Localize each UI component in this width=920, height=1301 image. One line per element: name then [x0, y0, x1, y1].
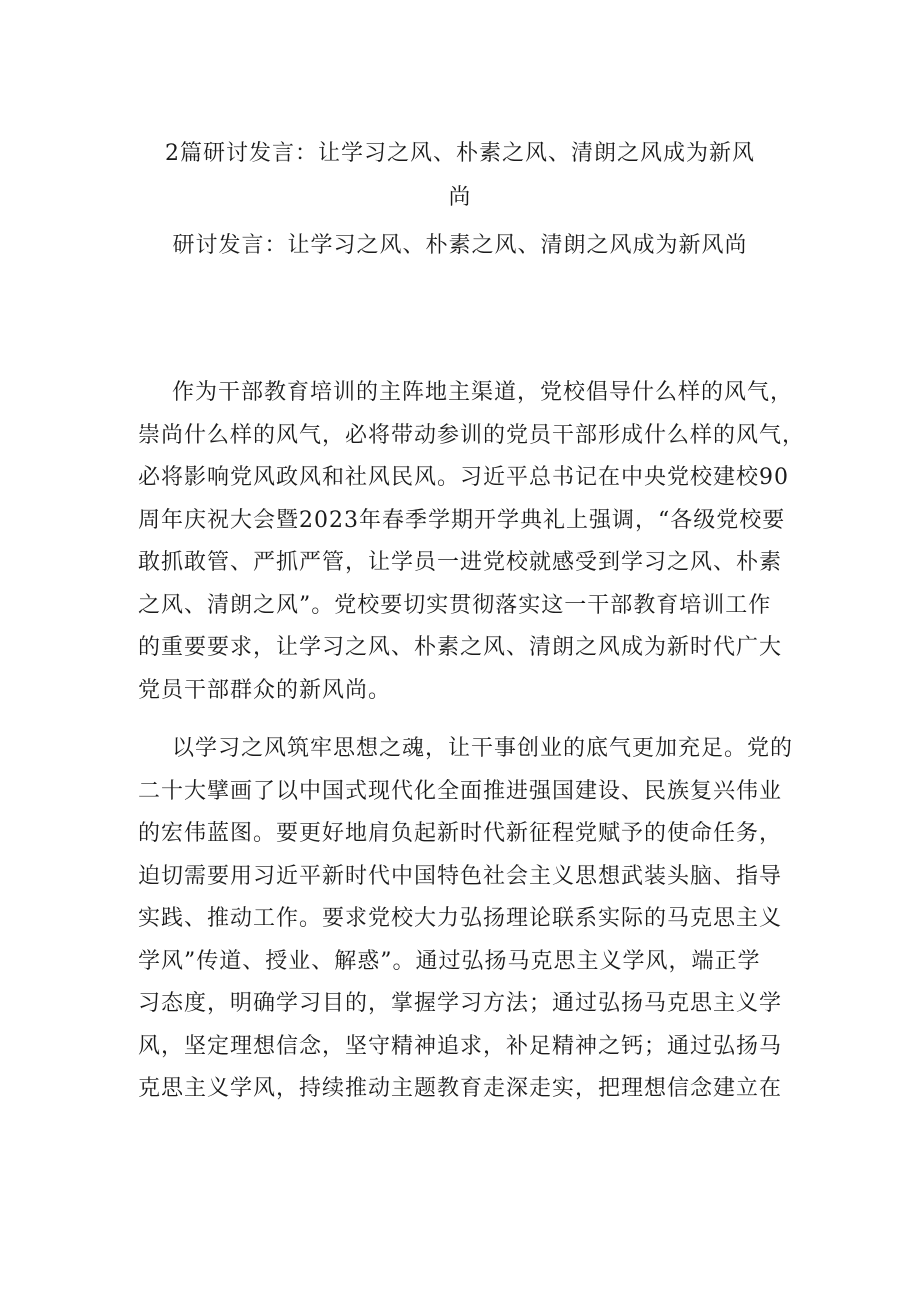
- paragraph-line: 党员干部群众的新风尚。: [138, 677, 392, 703]
- paragraph-line: 必将影响党风政风和社风民风。习近平总书记在中央党校建校90: [138, 465, 789, 490]
- document-subtitle: 研讨发言：让学习之风、朴素之风、清朗之风成为新风尚: [172, 233, 748, 258]
- paragraph-line: 敢抓敢管、严抓严管，让学员一进党校就感受到学习之风、朴素: [138, 550, 783, 575]
- paragraph: [138, 728, 798, 1111]
- paragraph: [138, 372, 806, 712]
- paragraph-line: 迫切需要用习近平新时代中国特色社会主义思想武装头脑、指导: [138, 863, 783, 889]
- paragraph-line: 以学习之风筑牢思想之魂，让干事创业的底气更加充足。党的: [172, 736, 794, 761]
- paragraph-line: 周年庆祝大会暨2023年春季学期开学典礼上强调，“各级党校要: [138, 507, 786, 533]
- paragraph-line: 之风、清朗之风”。党校要切实贯彻落实这一干部教育培训工作: [138, 592, 772, 618]
- document-body: [138, 372, 806, 1127]
- paragraph-line: 的宏伟蓝图。要更好地肩负起新时代新征程党赋予的使命任务，: [138, 821, 783, 846]
- paragraph-line: 风，坚定理想信念，坚守精神追求，补足精神之钙；通过弘扬马: [138, 1033, 783, 1059]
- paragraph-line: 二十大擘画了以中国式现代化全面推进强国建设、民族复兴伟业: [138, 778, 783, 804]
- document-title: [150, 132, 770, 220]
- paragraph-line: 实践、推动工作。要求党校大力弘扬理论联系实际的马克思主义: [138, 906, 783, 931]
- paragraph-line: 的重要要求，让学习之风、朴素之风、清朗之风成为新时代广大: [138, 635, 783, 660]
- title-line: 尚: [448, 185, 472, 210]
- title-line: 2篇研讨发言：让学习之风、朴素之风、清朗之风成为新风: [165, 141, 755, 166]
- paragraph-line: 崇尚什么样的风气，必将带动参训的党员干部形成什么样的风气，: [138, 422, 806, 448]
- paragraph-line: 克思主义学风，持续推动主题教育走深走实，把理想信念建立在: [138, 1076, 783, 1101]
- paragraph-line: 作为干部教育培训的主阵地主渠道，党校倡导什么样的风气，: [172, 380, 794, 405]
- paragraph-line: 学风”传道、授业、解惑”。通过弘扬马克思主义学风，端正学: [138, 948, 761, 974]
- paragraph-line: 习态度，明确学习目的，掌握学习方法；通过弘扬马克思主义学: [138, 991, 783, 1016]
